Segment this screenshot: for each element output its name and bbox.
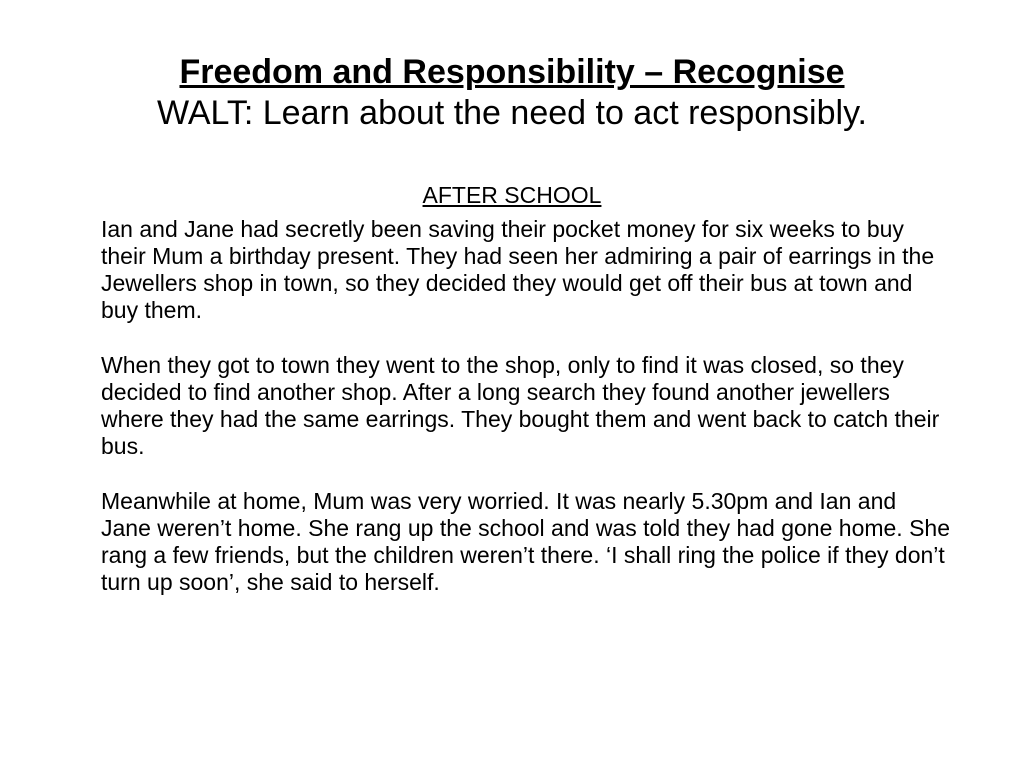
story-paragraph-3: Meanwhile at home, Mum was very worried. It was nearly 5.30pm and Ian and Jane weren’t home. She rang up the school and was told they had gone home. She rang a few friends, but the children weren’t there. ‘I shall ring the police if they don’t turn up soon’, she said to herself.: [101, 488, 951, 595]
slide-title: Freedom and Responsibility – Recognise: [179, 53, 845, 91]
story-body: [101, 216, 951, 596]
story-heading: AFTER SCHOOL: [422, 182, 602, 208]
story-paragraph-1: Ian and Jane had secretly been saving their pocket money for six weeks to buy their Mum a birthday present. They had seen her admiring a pair of earrings in the Jewellers shop in town, so they decided they would get off their bus at town and buy them.: [101, 216, 935, 323]
learning-objective: WALT: Learn about the need to act responsibly.: [156, 94, 867, 132]
title-block: [60, 52, 964, 134]
story-paragraph-2: When they got to town they went to the shop, only to find it was closed, so they decided to find another shop. After a long search they found another jewellers where they had the same earrings. They bought them and went back to catch their bus.: [101, 352, 940, 459]
